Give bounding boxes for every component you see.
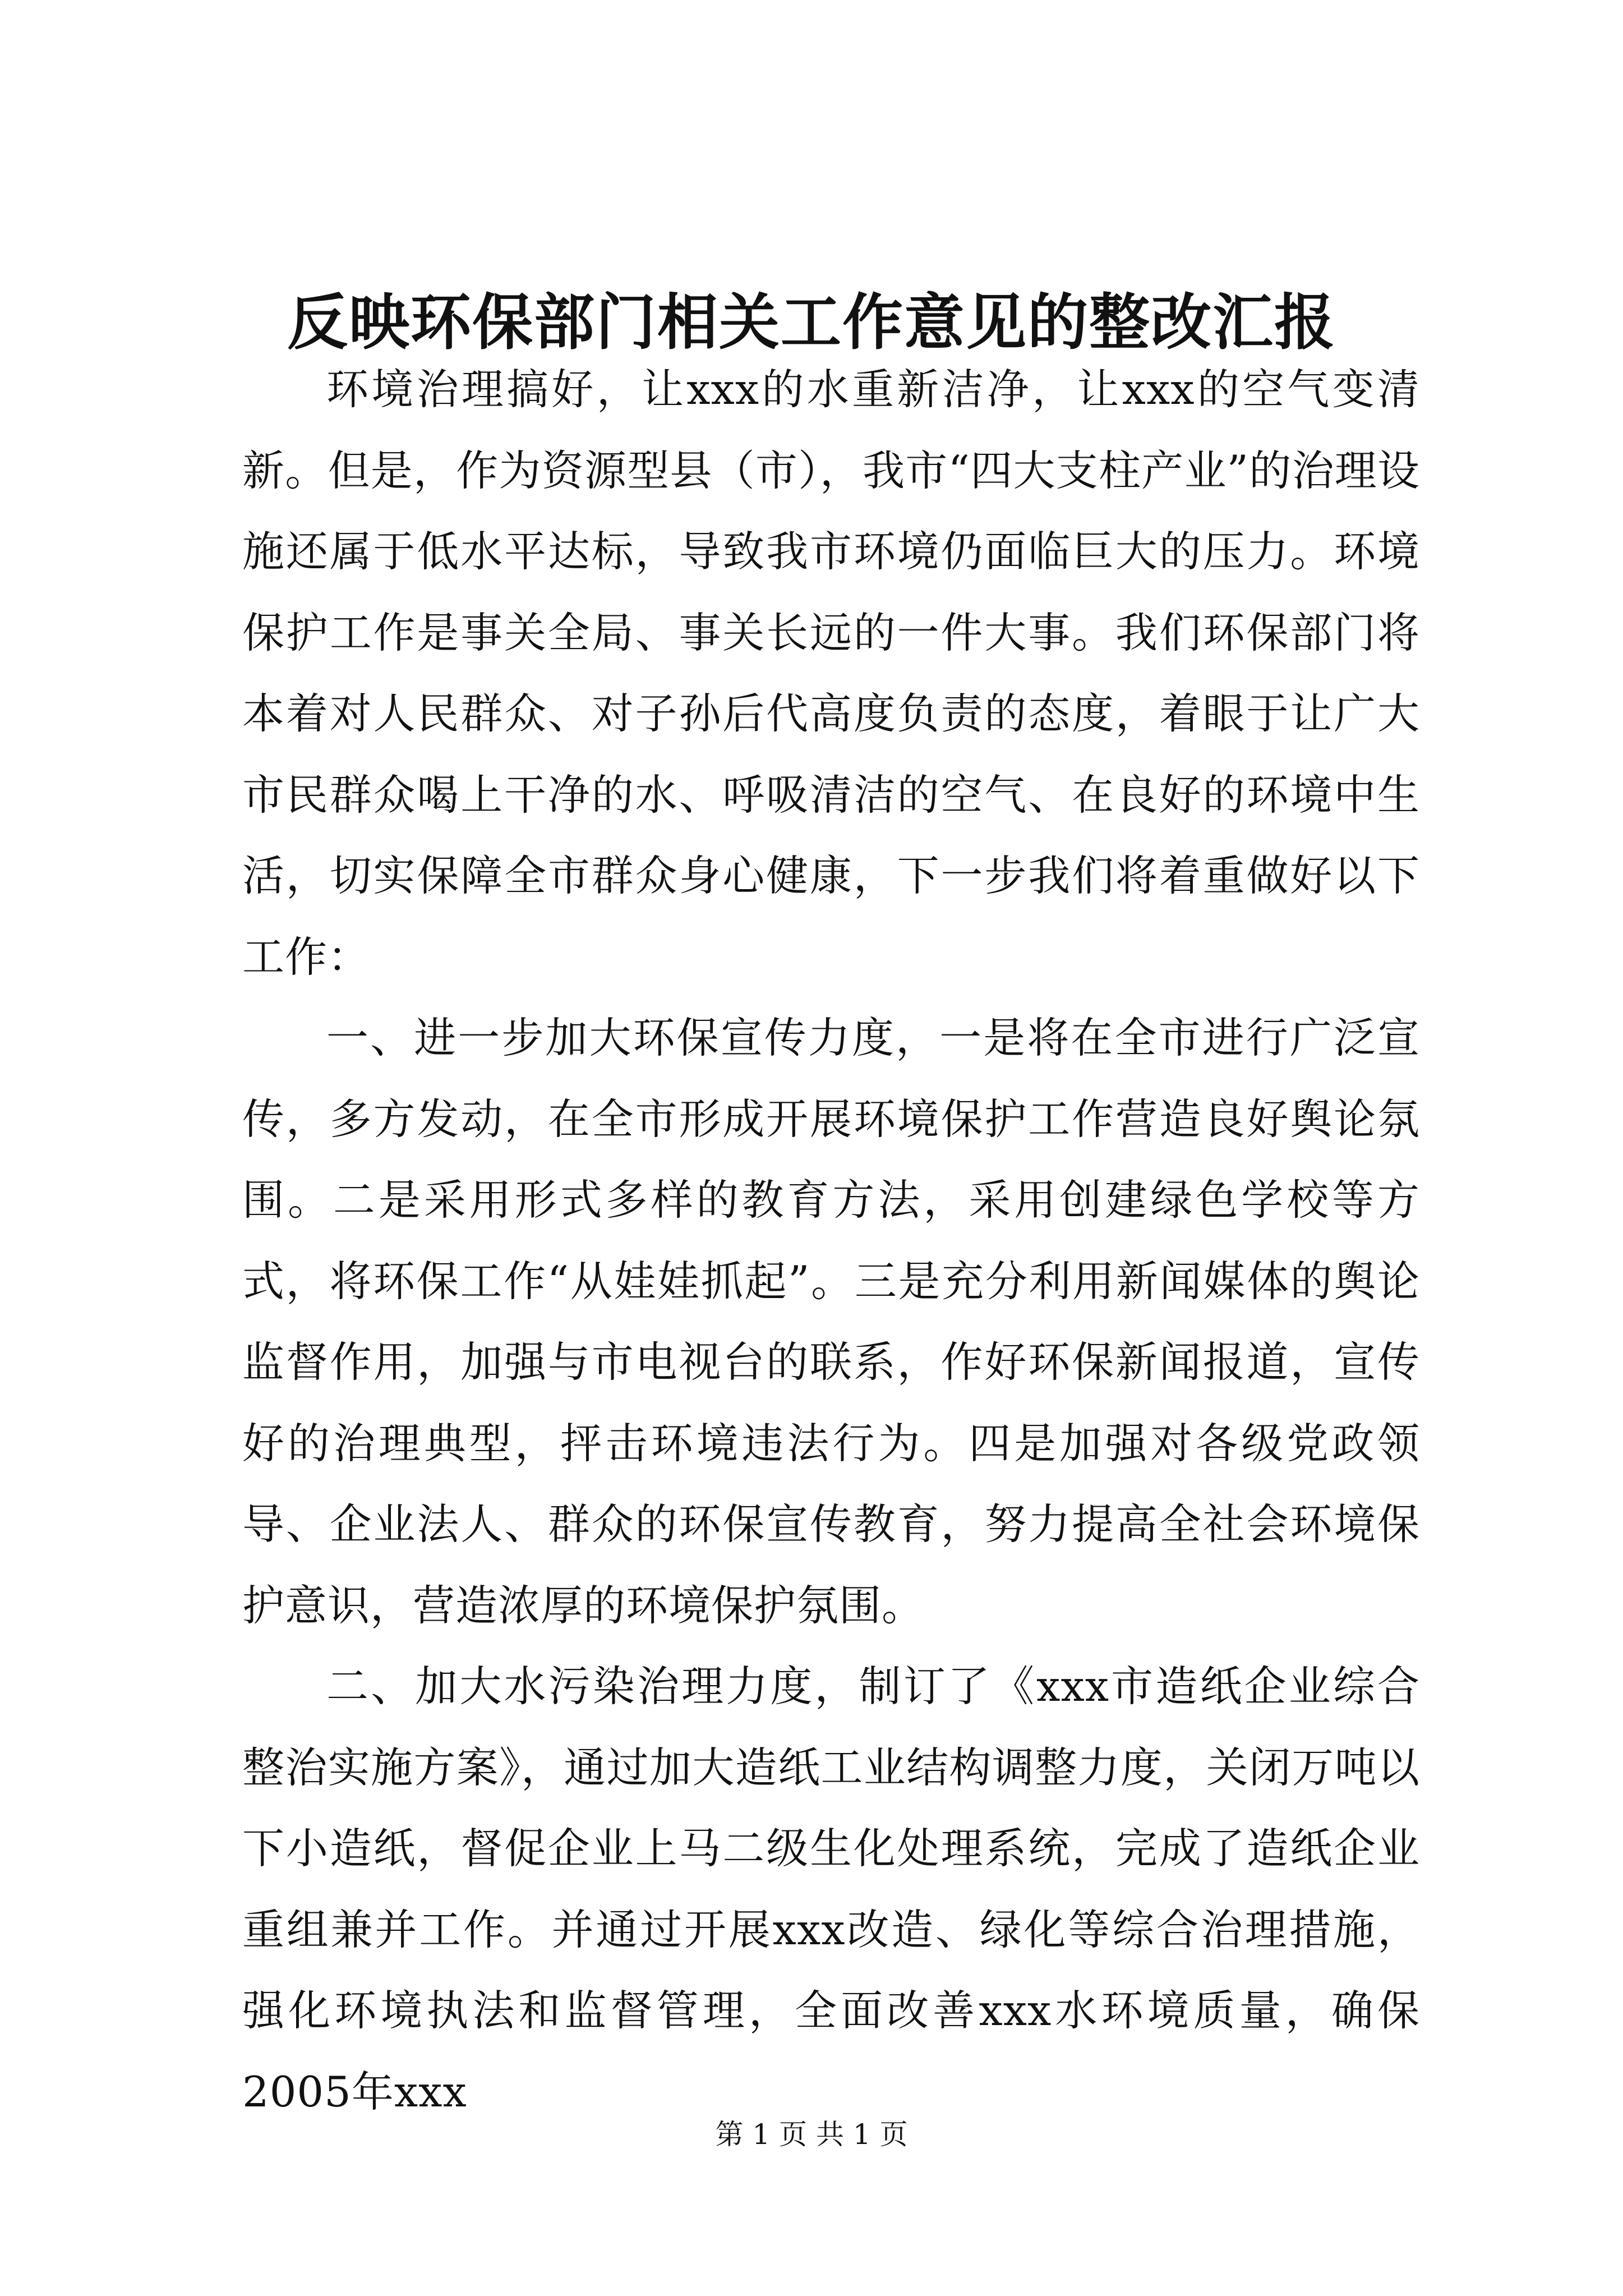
document-body	[242, 349, 1420, 2132]
paragraph-section-2: 二、加大水污染治理力度，制订了《xxx市造纸企业综合整治实施方案》，通过加大造纸工业结构调整力度，关闭万吨以下小造纸，督促企业上马二级生化处理系统，完成了造纸企业重组兼并工作。并通过开展xxx改造、绿化等综合治理措施，强化环境执法和监督管理，全面改善xxx水环境质量，确保2005年xxx	[242, 1662, 1420, 2116]
document-title: 反映环保部门相关工作意见的整改汇报	[287, 287, 1336, 358]
paragraph-section-1: 一、进一步加大环保宣传力度，一是将在全市进行广泛宣传，多方发动，在全市形成开展环境保护工作营造良好舆论氛围。二是采用形式多样的教育方法，采用创建绿色学校等方式，将环保工作“从娃娃抓起”。三是充分利用新闻媒体的舆论监督作用，加强与市电视台的联系，作好环保新闻报道，宣传好的治理典型，抨击环境违法行为。四是加强对各级党政领导、企业法人、群众的环保宣传教育，努力提高全社会环境保护意识，营造浓厚的环境保护氛围。	[242, 1013, 1420, 1630]
page-footer: 第 1 页 共 1 页	[715, 2118, 908, 2151]
paragraph-intro: 环境治理搞好，让xxx的水重新洁净，让xxx的空气变清新。但是，作为资源型县（市），我市“四大支柱产业”的治理设施还属于低水平达标，导致我市环境仍面临巨大的压力。环境保护工作是事关全局、事关长远的一件大事。我们环保部门将本着对人民群众、对子孙后代高度负责的态度，着眼于让广大市民群众喝上干净的水、呼吸清洁的空气、在良好的环境中生活，切实保障全市群众身心健康，下一步我们将着重做好以下工作：	[242, 365, 1420, 982]
